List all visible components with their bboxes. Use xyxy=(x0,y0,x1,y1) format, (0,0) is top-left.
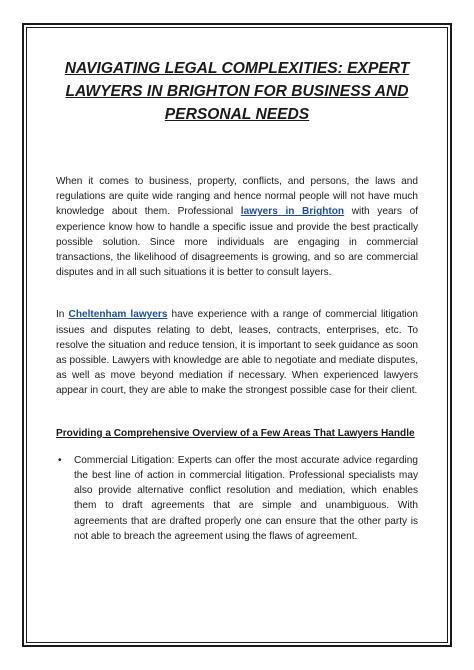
document-title: NAVIGATING LEGAL COMPLEXITIES: EXPERT LAWYERS IN BRIGHTON FOR BUSINESS AND PERSONAL NEEDS xyxy=(64,60,410,123)
paragraph-intro-text-start: When it comes to business, property, conflicts, and persons, the laws and regulations are quite wide ranging and hence normal people will not have much knowledge about them. Professional xyxy=(56,176,418,218)
paragraph-cheltenham-text-end: have experience with a range of commercial litigation issues and disputes relating to debt, leases, contracts, enterprises, etc. To resolve the situation and reduce tension, it is important to seek guidance as soon as possible. Lawyers with knowledge are able to negotiate and mediate disputes, as well as move beyond mediation if necessary. When experienced lawyers appear in court, they are able to make the strongest possible case for their client. xyxy=(56,309,418,397)
bullet-list xyxy=(56,453,418,544)
paragraph-cheltenham xyxy=(56,307,418,398)
bullet-marker: • xyxy=(58,454,62,466)
paragraph-intro-text-end: with years of experience know how to handle a specific issue and provide the best practically possible solution. Since more individuals are engaging in commercial transactions, the likelihood of disagreements is growing, and so are commercial disputes and in all such situations it is better to consult layers. xyxy=(56,206,418,279)
bullet-text: Commercial Litigation: Experts can offer the most accurate advice regarding the best line of action in commercial litigation. Professional specialists may also provide alternative conflict resolution and mediation, which enables them to draft agreements that are simple and unambiguous. With agreements that are drafted properly one can ensure that the other party is not able to breach the agreement using the flaws of agreement. xyxy=(74,454,418,542)
document-content xyxy=(56,57,418,544)
lawyers-in-brighton-link[interactable]: lawyers in Brighton xyxy=(240,206,345,218)
paragraph-intro xyxy=(56,174,418,280)
section-heading: Providing a Comprehensive Overview of a Few Areas That Lawyers Handle xyxy=(56,427,415,439)
paragraph-cheltenham-text-start: In xyxy=(56,309,69,321)
cheltenham-lawyers-link[interactable]: Cheltenham lawyers xyxy=(68,309,168,321)
list-item xyxy=(56,453,418,544)
